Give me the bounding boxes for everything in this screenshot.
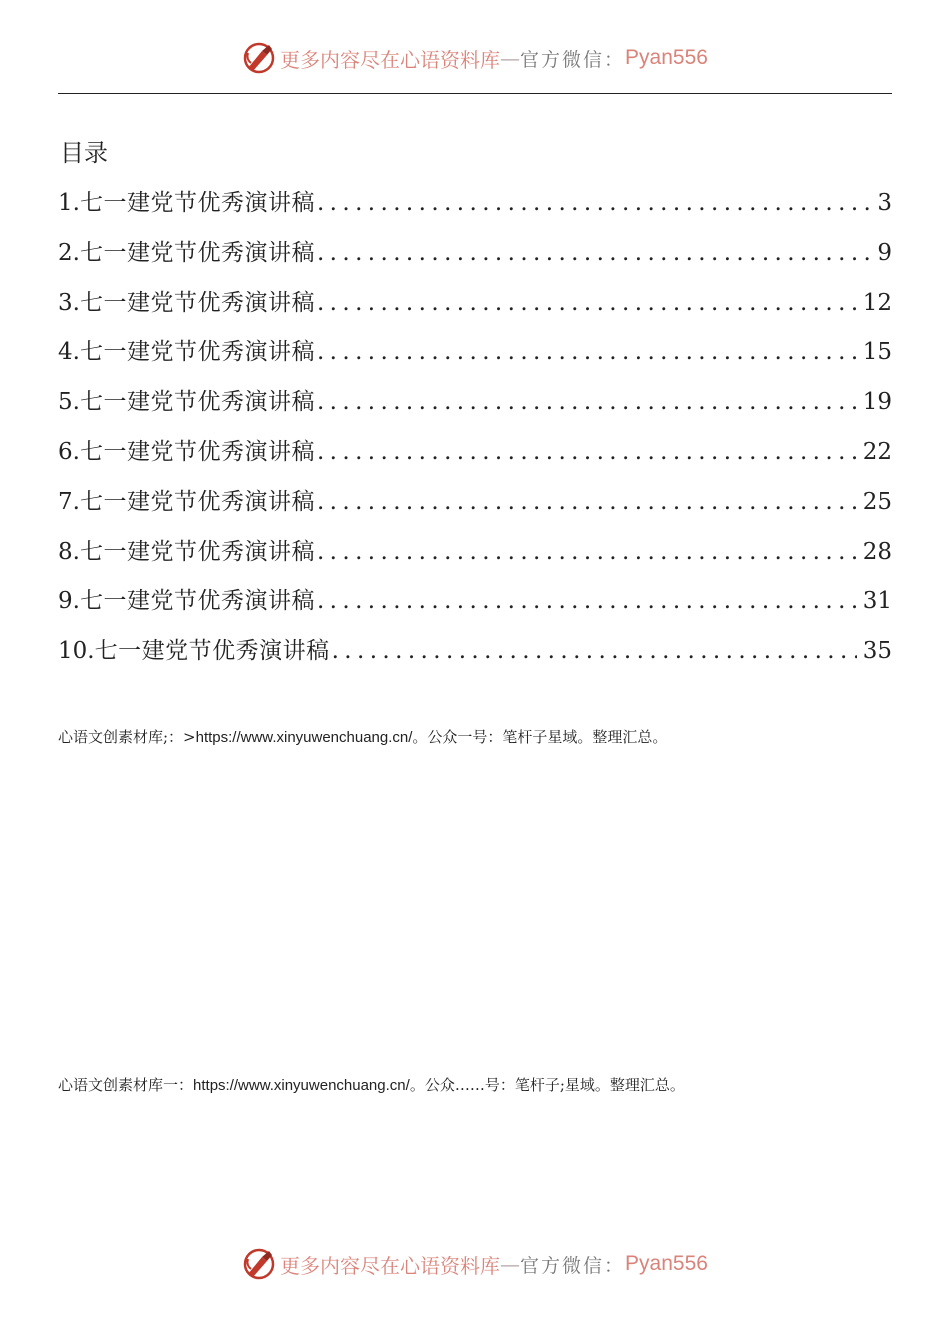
toc-entry-number: 3. <box>58 289 80 316</box>
header-divider <box>58 93 892 94</box>
header-dash: — <box>500 46 521 70</box>
footer-brand-text: 更多内容尽在心语资料库 <box>280 1253 501 1278</box>
toc-entry-number: 10. <box>58 638 95 665</box>
toc-entry-page: 22 <box>862 438 892 465</box>
toc-entry-number: 7. <box>58 488 80 515</box>
toc-entry[interactable] <box>58 186 892 236</box>
toc-entry-title: 七一建党节优秀演讲稿 <box>94 638 330 665</box>
toc-dot-leader <box>317 335 857 369</box>
toc-entry-page: 31 <box>862 588 892 615</box>
footer-wechat-id: Pyan556 <box>625 1252 708 1275</box>
header-official-label: 官方微信： <box>520 48 626 71</box>
header-brand-text: 更多内容尽在心语资料库 <box>280 47 501 72</box>
toc-entry-title: 七一建党节优秀演讲稿 <box>79 190 315 216</box>
toc-dot-leader <box>317 485 857 519</box>
footer-official-label: 官方微信： <box>520 1254 626 1277</box>
source-note-prefix: 心语文创素材库一： <box>58 1076 194 1094</box>
toc-entry-page: 15 <box>862 339 892 366</box>
source-note-link[interactable]: https://www.xinyuwenchuang.cn/ <box>193 1077 410 1094</box>
toc-entry-number: 5. <box>58 389 80 416</box>
toc-entry-page: 9 <box>877 239 892 266</box>
source-note-suffix: 。公众……号：笔杆子;星域。整理汇总。 <box>409 1076 685 1094</box>
toc-entry-number: 8. <box>58 538 80 565</box>
toc-entry[interactable] <box>58 485 892 535</box>
source-note-prefix: 心语文创素材库;：> <box>58 728 196 746</box>
toc-entry-page: 35 <box>862 638 892 665</box>
toc-entry-title: 七一建党节优秀演讲稿 <box>79 389 315 416</box>
toc-entry[interactable] <box>58 385 892 435</box>
toc-entry-page: 28 <box>862 538 892 565</box>
toc-entry-page: 25 <box>862 488 892 515</box>
toc-entry-number: 6. <box>58 438 80 465</box>
toc-entry-title: 七一建党节优秀演讲稿 <box>79 438 315 465</box>
toc-entry-page: 3 <box>877 190 892 216</box>
toc-entry[interactable] <box>58 435 892 485</box>
toc-dot-leader <box>332 634 857 668</box>
header-wechat-id: Pyan556 <box>625 46 708 69</box>
source-note <box>58 727 667 748</box>
pen-logo-icon <box>242 41 276 75</box>
toc-entry-page: 19 <box>862 389 892 416</box>
toc-entry[interactable] <box>58 584 892 634</box>
toc-entry-title: 七一建党节优秀演讲稿 <box>79 289 315 316</box>
toc-dot-leader <box>317 236 871 270</box>
toc-dot-leader <box>317 186 871 220</box>
toc-dot-leader <box>317 286 857 320</box>
toc-dot-leader <box>317 385 857 419</box>
source-note-link[interactable]: https://www.xinyuwenchuang.cn/ <box>195 729 413 746</box>
header-banner <box>0 38 950 78</box>
toc-entry-number: 9. <box>58 588 80 615</box>
toc-entry[interactable] <box>58 286 892 336</box>
toc-entry[interactable] <box>58 535 892 585</box>
toc-dot-leader <box>317 584 857 618</box>
source-note-suffix: 。公众一号：笔杆子星域。整理汇总。 <box>412 728 668 746</box>
toc-entry[interactable] <box>58 236 892 286</box>
toc-entry-number: 4. <box>58 339 80 366</box>
footer-banner <box>0 1244 950 1284</box>
table-of-contents <box>58 186 892 684</box>
toc-entry-number: 1. <box>58 190 80 216</box>
footer-dash: — <box>500 1252 521 1276</box>
toc-entry-title: 七一建党节优秀演讲稿 <box>79 239 315 266</box>
toc-entry-title: 七一建党节优秀演讲稿 <box>79 588 315 615</box>
toc-entry-title: 七一建党节优秀演讲稿 <box>79 339 315 366</box>
toc-entry[interactable] <box>58 634 892 684</box>
toc-entry-page: 12 <box>862 289 892 316</box>
toc-entry-title: 七一建党节优秀演讲稿 <box>79 488 315 515</box>
toc-dot-leader <box>317 435 857 469</box>
toc-entry[interactable] <box>58 335 892 385</box>
toc-dot-leader <box>317 535 857 569</box>
toc-heading: 目录 <box>60 139 108 167</box>
pen-logo-icon <box>242 1247 276 1281</box>
toc-entry-title: 七一建党节优秀演讲稿 <box>79 538 315 565</box>
source-note <box>58 1075 685 1096</box>
toc-entry-number: 2. <box>58 239 80 266</box>
